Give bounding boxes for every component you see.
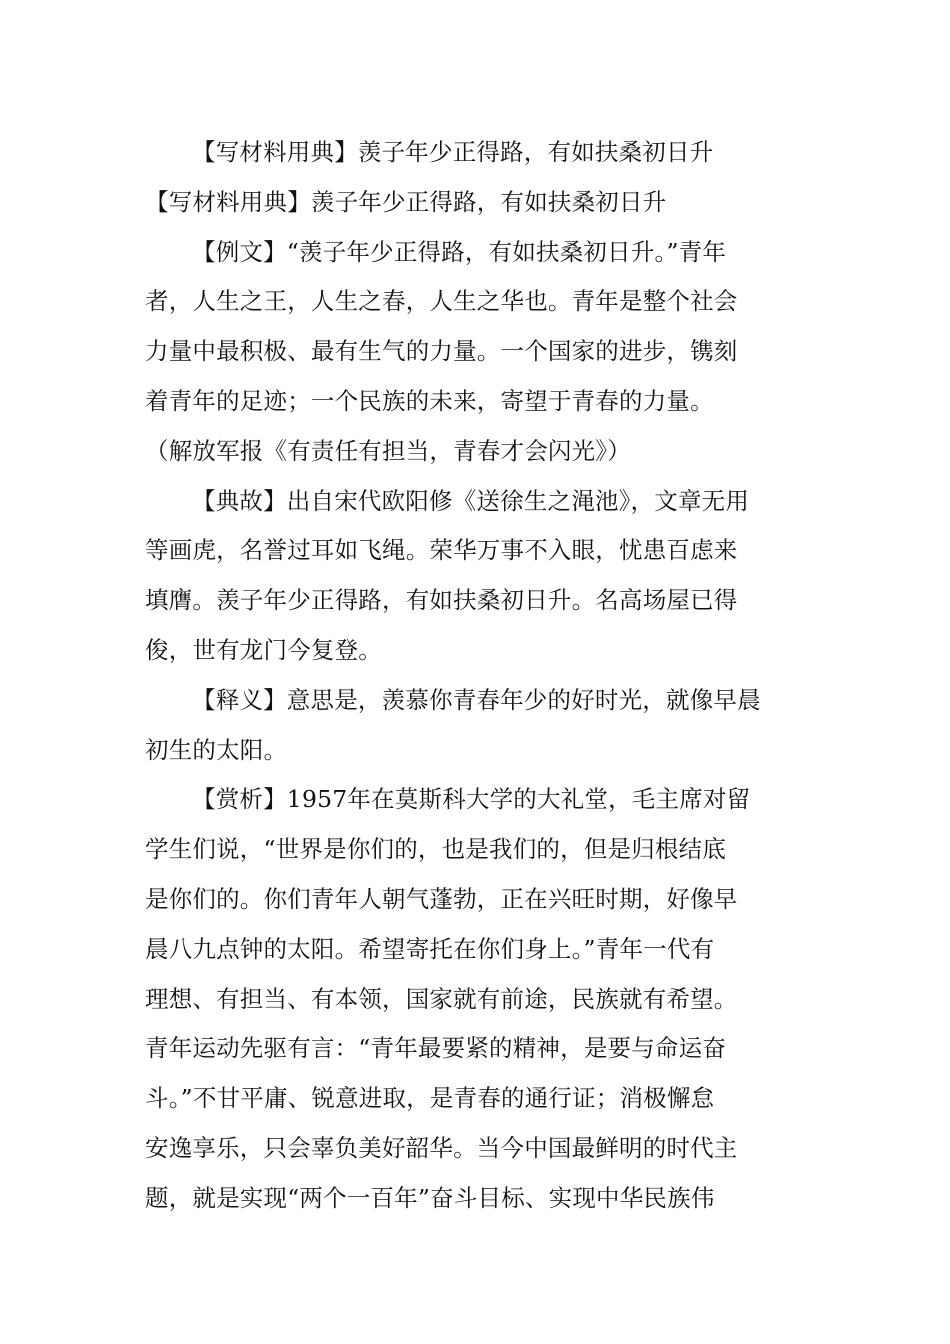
analysis-paragraph-line: 是你们的。你们青年人朝气蓬勃，正在兴旺时期，好像早 (145, 884, 738, 913)
allusion-paragraph-line: 俊，世有龙门今复登。 (145, 635, 382, 664)
document-heading-repeat: 【写材料用典】羡子年少正得路，有如扶桑初日升 (145, 187, 667, 216)
example-paragraph-line: 【例文】“羡子年少正得路，有如扶桑初日升。”青年 (192, 237, 727, 266)
analysis-paragraph-line: 晨八九点钟的太阳。希望寄托在你们身上。”青年一代有 (145, 934, 715, 963)
allusion-paragraph-line: 填膺。羡子年少正得路，有如扶桑初日升。名高场屋已得 (145, 586, 738, 615)
analysis-paragraph-line: 学生们说，“世界是你们的，也是我们的，但是归根结底 (145, 835, 727, 864)
document-title: 【写材料用典】羡子年少正得路，有如扶桑初日升 (192, 138, 714, 166)
analysis-paragraph-line: 斗。”不甘平庸、锐意进取，是青春的通行证；消极懈怠 (145, 1084, 715, 1113)
allusion-paragraph-line: 等画虎，名誉过耳如飞绳。荣华万事不入眼，忧患百虑来 (145, 536, 738, 565)
example-paragraph-line: 着青年的足迹；一个民族的未来，寄望于青春的力量。 (145, 386, 714, 415)
analysis-paragraph-line: 青年运动先驱有言：“青年最要紧的精神，是要与命运奋 (145, 1034, 727, 1063)
allusion-paragraph-line: 【典故】出自宋代欧阳修《送徐生之渑池》，文章无用 (192, 486, 750, 515)
example-paragraph-line: 者，人生之王，人生之春，人生之华也。青年是整个社会 (145, 287, 738, 316)
analysis-paragraph-line: 【赏析】1957年在莫斯科大学的大礼堂，毛主席对留 (192, 785, 751, 814)
analysis-paragraph-line: 题，就是实现“两个一百年”奋斗目标、实现中华民族伟 (145, 1183, 715, 1212)
meaning-paragraph-line: 初生的太阳。 (145, 735, 288, 764)
source-citation-line: （解放军报《有责任有担当，青春才会闪光》） (145, 436, 631, 465)
analysis-paragraph-line: 安逸享乐，只会辜负美好韶华。当今中国最鲜明的时代主 (145, 1133, 738, 1162)
document-body (145, 128, 807, 1224)
example-paragraph-line: 力量中最积极、最有生气的力量。一个国家的进步，镌刻 (145, 337, 738, 366)
meaning-paragraph-line: 【释义】意思是，羡慕你青春年少的好时光，就像早晨 (192, 685, 761, 714)
analysis-paragraph-line: 理想、有担当、有本领，国家就有前途，民族就有希望。 (145, 984, 738, 1013)
